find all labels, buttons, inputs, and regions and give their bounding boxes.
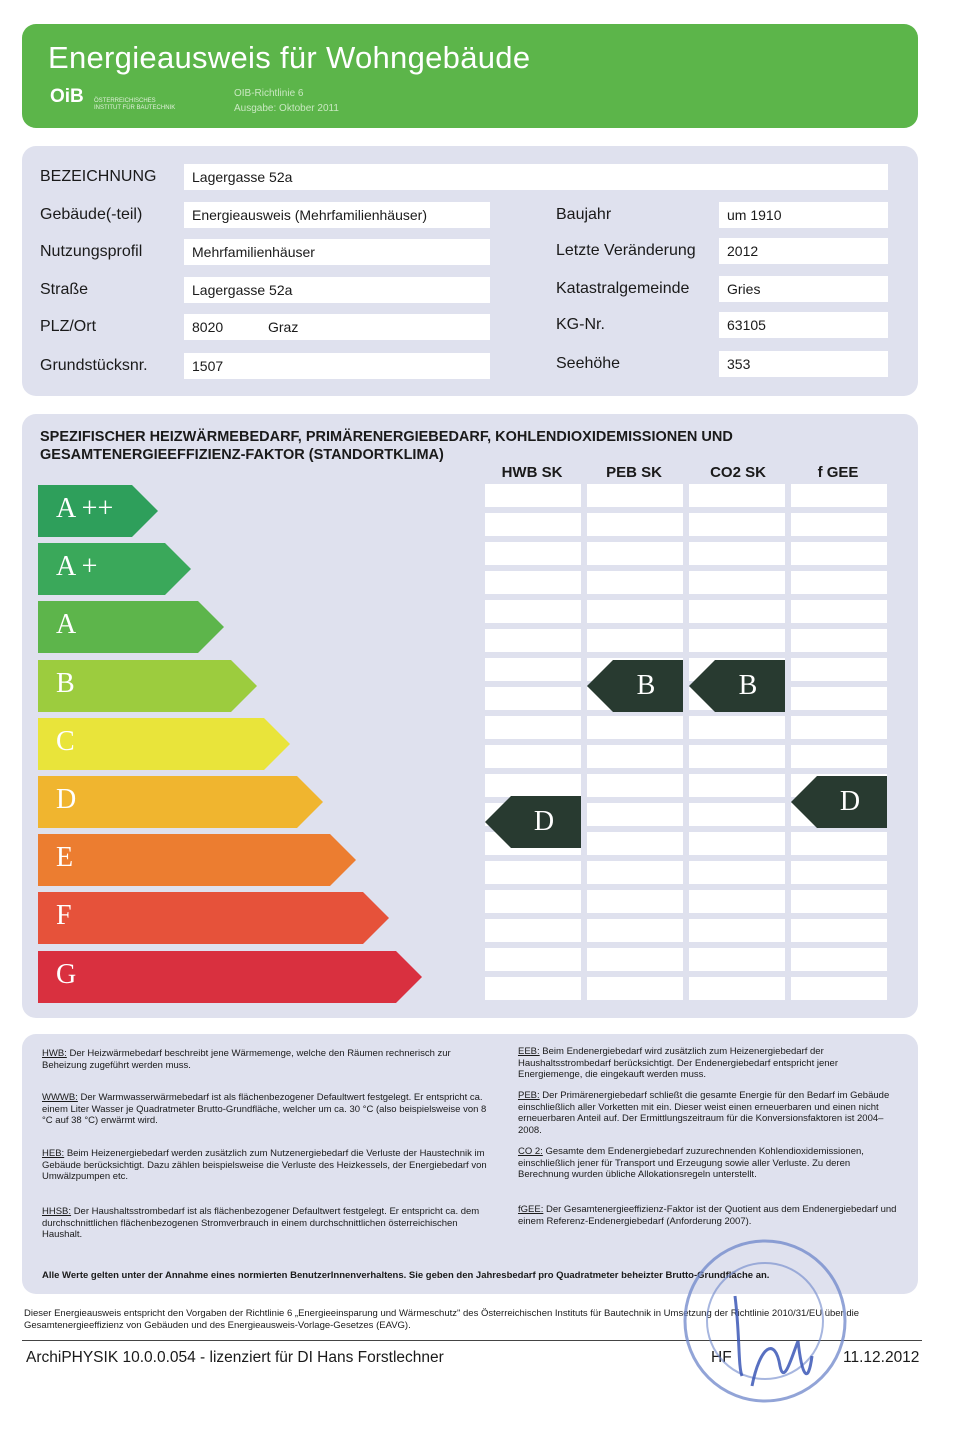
footer-legal-text: Dieser Energieausweis entspricht den Vorgaben der Richtlinie 6 „Energieeinsparung und Wärmeschutz" des Österreichischen Instituts für Bautechnik in Umsetzung der Richtlinie 2010/31/EU über die Gesamtenergieeffizienz von Gebäuden und des Energieausweis-Vorlage-Gesetzes (EAVG). bbox=[24, 1308, 860, 1331]
grid-cell bbox=[791, 658, 887, 681]
grid-cell bbox=[791, 948, 887, 971]
gebaeude-label: Gebäude(-teil) bbox=[40, 206, 143, 223]
grid-cell bbox=[689, 571, 785, 594]
band-label: A ++ bbox=[56, 493, 114, 524]
strasse-label: Straße bbox=[40, 281, 89, 298]
rating-band-d bbox=[38, 776, 323, 826]
energy-rating-panel bbox=[22, 414, 918, 1018]
grid-cell bbox=[587, 513, 683, 536]
grid-cell bbox=[587, 542, 683, 565]
marker-label: D bbox=[839, 786, 861, 817]
grid-cell bbox=[587, 745, 683, 768]
grid-cell bbox=[485, 658, 581, 681]
letzte-veraenderung-label: Letzte Veränderung bbox=[556, 242, 696, 259]
grundstueck-field: 1507 bbox=[184, 353, 490, 379]
seehoehe-field: 353 bbox=[719, 351, 888, 377]
grid-cell bbox=[485, 542, 581, 565]
grid-cell bbox=[689, 542, 785, 565]
baujahr-field: um 1910 bbox=[719, 202, 888, 228]
column-header-hwb: HWB SK bbox=[501, 464, 563, 481]
grid-cell bbox=[587, 890, 683, 913]
plz-value: 8020 bbox=[192, 319, 224, 335]
grid-cell bbox=[485, 716, 581, 739]
grid-cell bbox=[689, 977, 785, 1000]
marker-label: D bbox=[533, 806, 555, 837]
grid-cell bbox=[689, 716, 785, 739]
grid-cell bbox=[689, 629, 785, 652]
grid-column-peb-sk bbox=[587, 484, 683, 1010]
grid-cell bbox=[689, 890, 785, 913]
grid-cell bbox=[587, 948, 683, 971]
rating-band-c bbox=[38, 718, 290, 768]
strasse-field: Lagergasse 52a bbox=[184, 277, 490, 303]
grid-cell bbox=[587, 629, 683, 652]
nutzungsprofil-label: Nutzungsprofil bbox=[40, 243, 143, 260]
katastralgemeinde-field: Gries bbox=[719, 276, 888, 302]
grid-cell bbox=[485, 600, 581, 623]
rating-band-f bbox=[38, 892, 389, 942]
grid-cell bbox=[791, 890, 887, 913]
band-label: G bbox=[56, 958, 77, 990]
grid-cell bbox=[587, 774, 683, 797]
grid-cell bbox=[689, 832, 785, 855]
bezeichnung-label: BEZEICHNUNG bbox=[40, 168, 157, 185]
grid-cell bbox=[587, 861, 683, 884]
grid-cell bbox=[791, 687, 887, 710]
grid-cell bbox=[791, 484, 887, 507]
letzte-veraenderung-field: 2012 bbox=[719, 238, 888, 264]
grid-cell bbox=[485, 484, 581, 507]
result-marker-hwb-sk bbox=[485, 796, 581, 848]
rating-band-b bbox=[38, 660, 257, 710]
stamp-outer-ring bbox=[685, 1241, 845, 1401]
band-label: B bbox=[56, 667, 75, 699]
band-label: A + bbox=[56, 551, 98, 583]
def-eeb: EEB: Beim Endenergiebedarf wird zusätzlich zum Heizenergiebedarf der Haushaltsstrombedarf berücksichtigt. Der Endenergiebedarf entspricht jener Energiemenge, die eingekauft werden muss. bbox=[518, 1046, 838, 1080]
grid-cell bbox=[791, 919, 887, 942]
seehoehe-label: Seehöhe bbox=[556, 355, 621, 372]
rating-heading bbox=[40, 428, 840, 464]
certificate-header bbox=[22, 24, 918, 128]
def-wwwb: WWWB: Der Warmwasserwärmebedarf ist als flächenbezogener Defaultwert festgelegt. Er entspricht ca. einem Liter Wasser je Quadratmeter Brutto-Grundfläche, welcher um ca. 30 °C (also beispielsweise von 8 °C auf 38 °C) erwärmt wird. bbox=[42, 1092, 487, 1126]
grid-cell bbox=[791, 542, 887, 565]
grid-cell bbox=[485, 629, 581, 652]
nutzungsprofil-field: Mehrfamilienhäuser bbox=[184, 239, 490, 265]
band-arrow-shape bbox=[38, 776, 323, 828]
stamp-inner-ring bbox=[707, 1263, 823, 1379]
building-info-panel bbox=[22, 146, 918, 396]
grid-cell bbox=[791, 745, 887, 768]
oib-logo: OiB bbox=[50, 86, 84, 107]
kgnr-label: KG-Nr. bbox=[556, 316, 605, 333]
band-label: F bbox=[56, 900, 72, 932]
def-hhsb: HHSB: Der Haushaltsstrombedarf ist als flächenbezogener Defaultwert festgelegt. Er entspricht ca. dem durchschnittlichen flächenbezogenen Stromverbrauch in einem durchschnittlichen österreichischen Haushalt. bbox=[42, 1206, 480, 1240]
grid-cell bbox=[485, 774, 581, 797]
grundstueck-label: Grundstücksnr. bbox=[40, 357, 148, 374]
signature-mark bbox=[735, 1296, 812, 1386]
rating-heading-line2: GESAMTENERGIEEFFIZIENZ-FAKTOR (STANDORTKLIMA) bbox=[40, 447, 444, 463]
grid-cell bbox=[485, 513, 581, 536]
grid-cell bbox=[791, 861, 887, 884]
column-header-peb: PEB SK bbox=[606, 464, 662, 481]
normalization-note: Alle Werte gelten unter der Annahme eines normierten BenutzerInnenverhaltens. Sie geben den Jahresbedarf pro Quadratmeter beheizter Brutto-Grundfläche an. bbox=[42, 1270, 770, 1281]
kgnr-field: 63105 bbox=[719, 312, 888, 338]
grid-cell bbox=[791, 716, 887, 739]
document-title: Energieausweis für Wohngebäude bbox=[48, 40, 531, 75]
marker-label: B bbox=[636, 669, 656, 701]
grid-column-f-gee bbox=[791, 484, 887, 1010]
grid-cell bbox=[689, 774, 785, 797]
ort-value: Graz bbox=[268, 319, 299, 335]
grid-cell bbox=[485, 948, 581, 971]
def-fgee: fGEE: Der Gesamtenergieeffizienz-Faktor ist der Quotient aus dem Endenergiebedarf und einem Referenz-Endenergiebedarf (Anforderung 2007). bbox=[518, 1204, 897, 1227]
grid-cell bbox=[485, 687, 581, 710]
band-arrow-shape bbox=[38, 951, 422, 1003]
band-arrow-shape bbox=[38, 892, 389, 944]
def-hwb: HWB: Der Heizwärmebedarf beschreibt jene Wärmemenge, welche den Räumen rechnerisch zur Beheizung zugeführt werden muss. bbox=[42, 1048, 451, 1071]
result-marker-f-gee bbox=[791, 776, 887, 828]
grid-cell bbox=[485, 571, 581, 594]
grid-cell bbox=[791, 513, 887, 536]
rating-band-e bbox=[38, 834, 356, 884]
grid-column-hwb-sk bbox=[485, 484, 581, 1010]
grid-cell bbox=[485, 745, 581, 768]
result-marker-co2-sk bbox=[689, 660, 785, 712]
column-header-fgee: f GEE bbox=[817, 464, 859, 481]
katastralgemeinde-label: Katastralgemeinde bbox=[556, 280, 690, 297]
plzort-field bbox=[184, 314, 490, 340]
band-label: D bbox=[56, 784, 77, 815]
grid-cell bbox=[791, 571, 887, 594]
rating-heading-line1: SPEZIFISCHER HEIZWÄRMEBEDARF, PRIMÄRENERGIEBEDARF, KOHLENDIOXIDEMISSIONEN UND bbox=[40, 429, 733, 445]
band-arrow-shape bbox=[38, 718, 290, 770]
grid-cell bbox=[587, 571, 683, 594]
grid-cell bbox=[689, 803, 785, 826]
grid-cell bbox=[587, 803, 683, 826]
ausgabe-label: Ausgabe: Oktober 2011 bbox=[234, 103, 339, 114]
grid-cell bbox=[587, 832, 683, 855]
grid-cell bbox=[791, 832, 887, 855]
grid-cell bbox=[485, 977, 581, 1000]
grid-cell bbox=[689, 513, 785, 536]
grid-cell bbox=[485, 919, 581, 942]
grid-column-co2-sk bbox=[689, 484, 785, 1010]
def-peb: PEB: Der Primärenergiebedarf schließt die gesamte Energie für den Bedarf im Gebäude einschließlich aller Vorketten mit ein. Dieser weist einen erneuerbaren und einen nicht erneuerbaren Anteil auf. Der Ermittlungszeitraum für die Konversionsfaktoren ist 2004–2008. bbox=[518, 1090, 890, 1136]
software-license: ArchiPHYSIK 10.0.0.054 - lizenziert für DI Hans Forstlechner bbox=[26, 1349, 444, 1366]
marker-label: B bbox=[738, 669, 758, 701]
bezeichnung-field: Lagergasse 52a bbox=[184, 164, 888, 190]
grid-cell bbox=[587, 919, 683, 942]
grid-cell bbox=[689, 861, 785, 884]
issue-date: 11.12.2012 bbox=[843, 1349, 920, 1366]
rating-band-aplusplus bbox=[38, 485, 158, 535]
def-co2: CO 2: Gesamte dem Endenergiebedarf zuzurechnenden Kohlendioxidemissionen, einschließlich jener für Transport und Erzeugung sowie aller Verluste. Zu deren Berechnung wurden übliche Allokationsregeln unterstellt. bbox=[518, 1146, 864, 1180]
grid-cell bbox=[587, 600, 683, 623]
band-label: E bbox=[56, 842, 74, 874]
grid-cell bbox=[689, 484, 785, 507]
grid-cell bbox=[791, 629, 887, 652]
grid-cell bbox=[485, 890, 581, 913]
grid-cell bbox=[689, 948, 785, 971]
band-label: A bbox=[56, 609, 77, 641]
grid-cell bbox=[485, 861, 581, 884]
rating-band-aplus bbox=[38, 543, 191, 593]
def-heb: HEB: Beim Heizenergiebedarf werden zusätzlich zum Nutzenergiebedarf die Verluste der Haustechnik im Gebäude berücksichtigt. Dazu zählen beispielsweise die Verluste des Heizkessels, der Energiebedarf von Umwälzpumpen etc. bbox=[42, 1148, 487, 1182]
baujahr-label: Baujahr bbox=[556, 206, 612, 223]
official-stamp bbox=[680, 1236, 850, 1406]
richtlinie-label: OIB-Richtlinie 6 bbox=[234, 88, 304, 99]
band-arrow-shape bbox=[38, 834, 356, 886]
grid-cell bbox=[689, 919, 785, 942]
gebaeude-field: Energieausweis (Mehrfamilienhäuser) bbox=[184, 202, 490, 228]
grid-cell bbox=[791, 977, 887, 1000]
grid-cell bbox=[791, 600, 887, 623]
grid-cell bbox=[587, 716, 683, 739]
result-marker-peb-sk bbox=[587, 660, 683, 712]
grid-cell bbox=[689, 745, 785, 768]
rating-band-g bbox=[38, 951, 422, 1001]
grid-cell bbox=[587, 977, 683, 1000]
rating-band-a bbox=[38, 601, 224, 651]
band-label: C bbox=[56, 725, 75, 757]
grid-cell bbox=[689, 600, 785, 623]
grid-cell bbox=[587, 484, 683, 507]
signer-initials: HF bbox=[711, 1349, 732, 1366]
plzort-label: PLZ/Ort bbox=[40, 318, 97, 335]
oib-logo-subtitle: ÖSTERREICHISCHES INSTITUT FÜR BAUTECHNIK bbox=[94, 98, 176, 111]
column-header-co2: CO2 SK bbox=[710, 464, 766, 481]
